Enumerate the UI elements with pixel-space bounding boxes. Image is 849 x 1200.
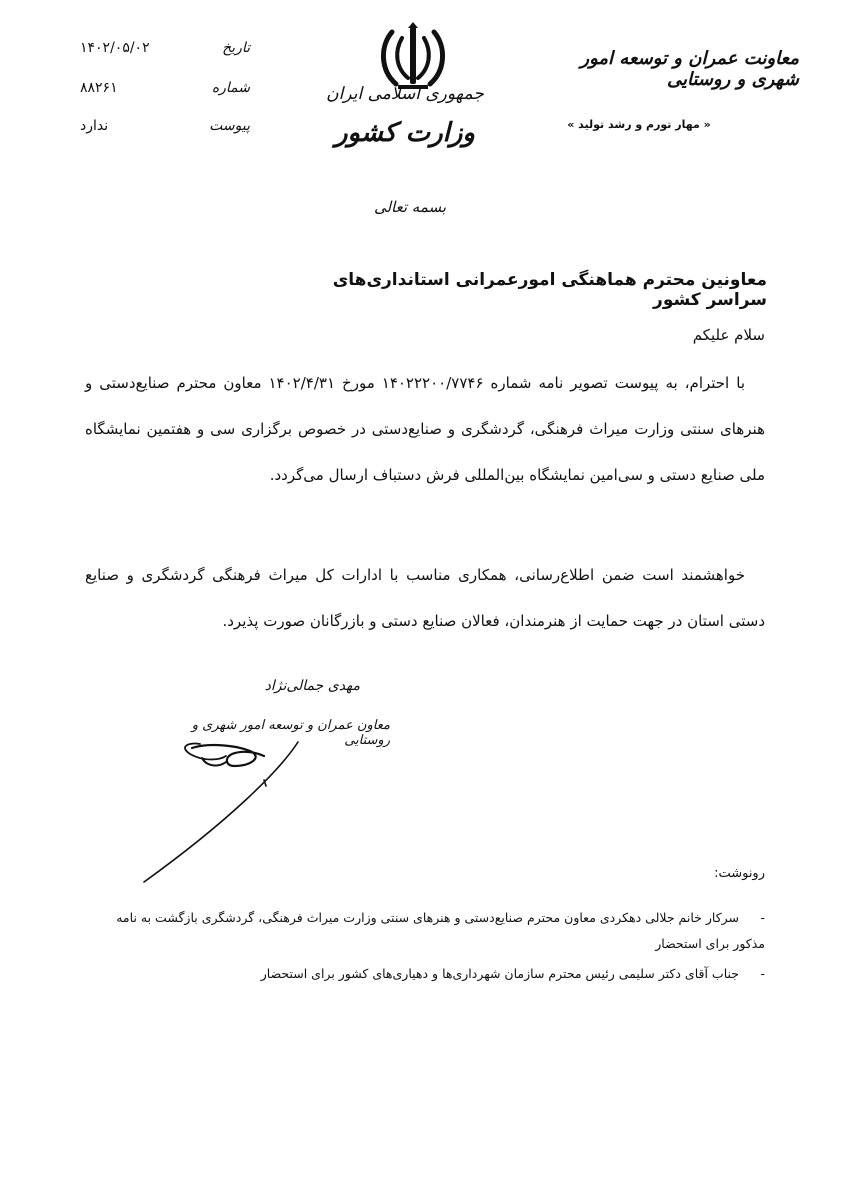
date-row	[70, 40, 250, 64]
cc-item	[85, 905, 765, 957]
cc-label: رونوشت:	[714, 866, 765, 881]
greeting: سلام علیکم	[692, 326, 765, 344]
attachment-value: ندارد	[80, 118, 109, 134]
signatory-name: مهدی جمالی‌نژاد	[264, 678, 360, 694]
republic-title: جمهوری اسلامی ایران	[326, 84, 484, 104]
cc-item-text: سرکار خانم جلالی دهکردی معاون محترم صنایع‌دستی و هنرهای سنتی وزارت میراث فرهنگی، گردشگری بازگشت به نامه مذکور برای استحضار	[116, 910, 765, 951]
attachment-label: پیوست	[209, 118, 250, 134]
number-value: ۸۸۲۶۱	[80, 80, 118, 96]
list-dash: -	[760, 966, 765, 981]
handwritten-signature	[130, 740, 300, 890]
body-paragraph-2: خواهشمند است ضمن اطلاع‌رسانی، همکاری مناسب با ادارات کل میراث فرهنگی گردشگری و صنایع دستی استان در جهت حمایت از هنرمندان، فعالان صنایع دستی و بازرگانان صورت پذیرد.	[85, 566, 765, 630]
attachment-row	[70, 118, 250, 142]
number-row	[70, 80, 250, 104]
signatory-title: معاون عمران و توسعه امور شهری و روستایی	[191, 718, 390, 748]
slogan: « مهار تورم و رشد تولید »	[567, 118, 711, 131]
list-dash: -	[760, 910, 765, 925]
bismillah: بسمه تعالی	[373, 198, 447, 216]
ministry-title: وزارت کشور	[335, 118, 475, 148]
cc-item	[85, 961, 765, 987]
deputy-office-title: معاونت عمران و توسعه امور شهری و روستایی	[580, 48, 799, 90]
cc-item-text: جناب آقای دکتر سلیمی رئیس محترم سازمان شهرداری‌ها و دهیاری‌های کشور برای استحضار	[260, 966, 740, 981]
date-value: ۱۴۰۲/۰۵/۰۲	[80, 40, 150, 56]
recipient-heading: معاونین محترم هماهنگی امورعمرانی استانداری‌های سراسر کشور	[332, 270, 767, 310]
body-paragraph-1: با احترام، به پیوست تصویر نامه شماره ۱۴۰۲۲۲۰۰/۷۷۴۶ مورخ ۱۴۰۲/۴/۳۱ معاون محترم صنایع‌دستی و هنرهای سنتی وزارت میراث فرهنگی، گردشگری و صنایع‌دستی در خصوص برگزاری سی و هفتمین نمایشگاه ملی صنایع دستی و سی‌امین نمایشگاه بین‌المللی فرش دستباف ارسال می‌گردد.	[85, 374, 765, 484]
date-label: تاریخ	[222, 40, 250, 56]
number-label: شماره	[211, 80, 250, 96]
